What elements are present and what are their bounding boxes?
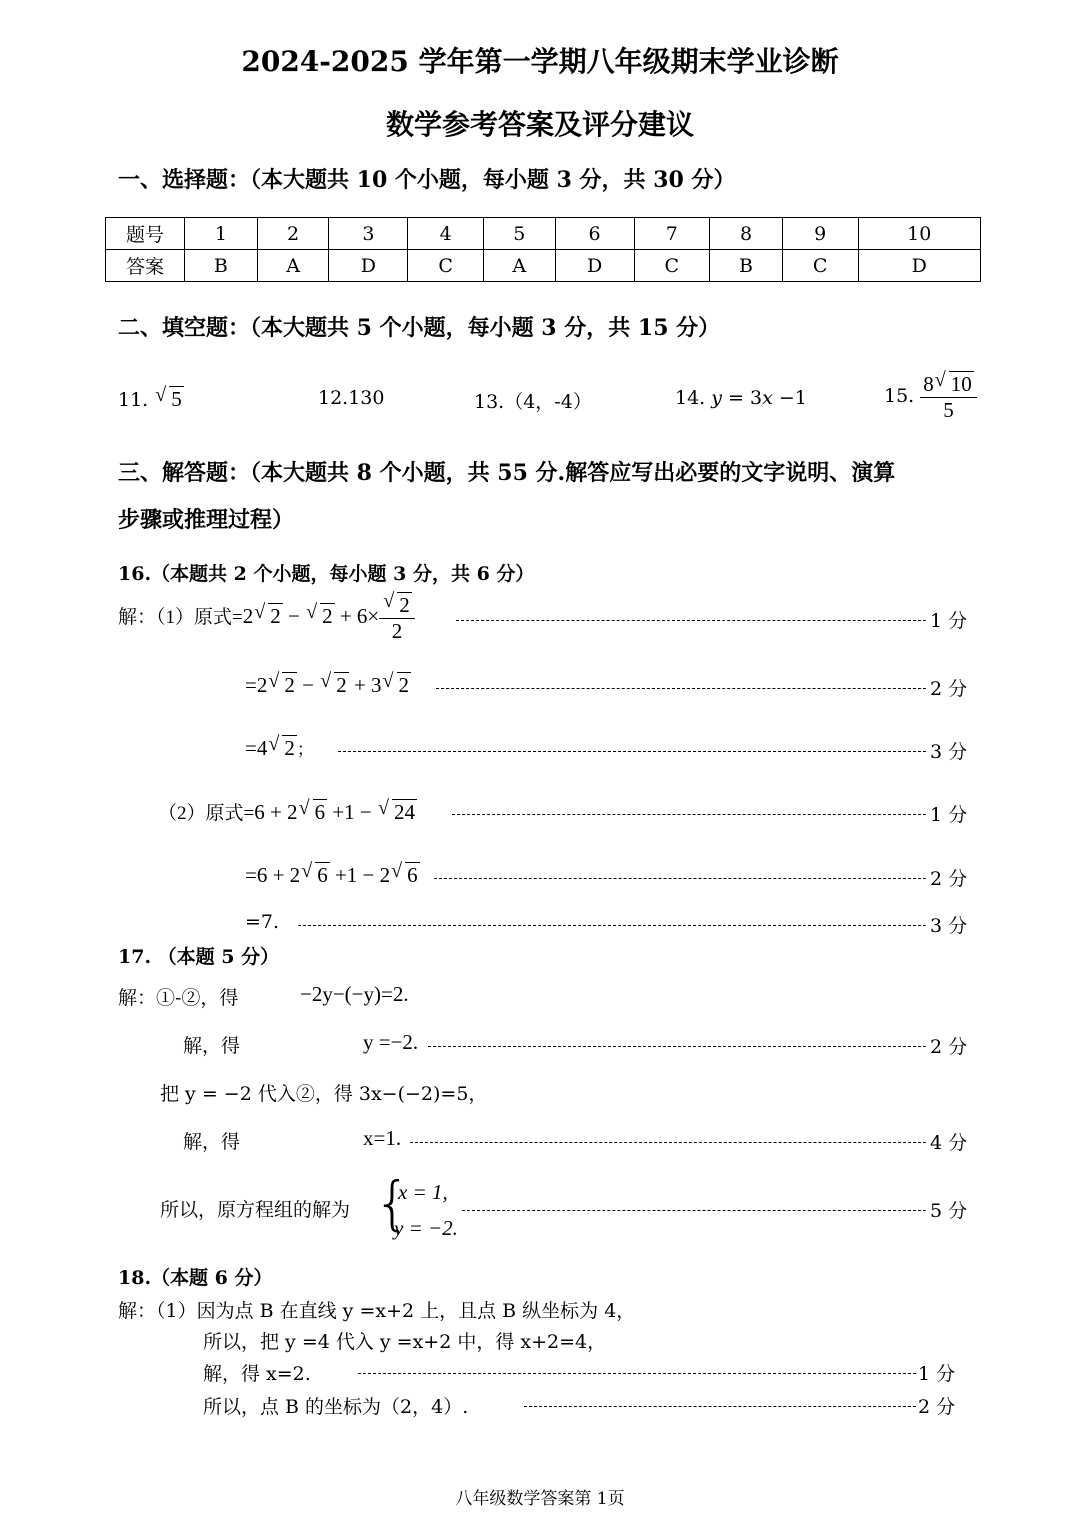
q16-p2-line1	[158, 798, 417, 825]
score-label: 4 分	[930, 1132, 968, 1154]
table-cell: 8	[710, 218, 783, 250]
radicand: 2	[322, 603, 333, 628]
q16-p2-line3: =7.	[245, 911, 280, 933]
q17-line4: 解，得	[183, 1131, 241, 1153]
dash-leader	[524, 1406, 916, 1407]
radicand: 10	[950, 372, 972, 396]
var-y: y	[711, 387, 722, 409]
answer-15	[884, 371, 977, 423]
title-line-1: 2024-2025 学年第一学期八年级期末学业诊断	[241, 45, 839, 78]
op: −	[282, 603, 306, 628]
fraction	[920, 371, 977, 423]
table-cell: C	[408, 250, 484, 282]
section-3-heading-1: 三、解答题：（本大题共 8 个小题，共 55 分.解答应写出必要的文字说明、演算	[118, 460, 896, 486]
row-label-answer: 答案	[106, 250, 185, 282]
fraction-denominator: 5	[943, 398, 954, 422]
radicand: 6	[407, 863, 418, 887]
score-label: 5 分	[930, 1200, 968, 1222]
fraction-denominator: 2	[391, 619, 403, 643]
punct: ；	[296, 740, 314, 759]
fraction	[379, 592, 415, 644]
prefix: 解：（1）原式=	[118, 606, 243, 628]
table-cell: 6	[555, 218, 634, 250]
op: +1 − 2	[329, 863, 391, 887]
table-cell: 9	[782, 218, 858, 250]
dash-leader	[410, 1142, 926, 1143]
table-cell: A	[257, 250, 329, 282]
sqrt-symbol	[378, 799, 417, 825]
section-2-heading: 二、填空题：（本大题共 5 个小题，每小题 3 分，共 15 分）	[118, 315, 721, 341]
fraction-numerator	[379, 592, 415, 619]
sqrt-symbol	[383, 672, 412, 698]
score-label: 3 分	[930, 741, 968, 763]
table-cell: D	[858, 250, 981, 282]
q16-p1-line2	[245, 672, 411, 698]
q17-line1: 解：①-②，得	[118, 987, 239, 1009]
sqrt-symbol	[268, 672, 297, 698]
q18-line3: 解，得 x=2.	[203, 1363, 311, 1385]
answer-13: 13.（4，-4）	[474, 391, 592, 413]
table-cell: B	[710, 250, 783, 282]
q16-p2-line2	[245, 862, 420, 888]
score-label: 1 分	[918, 1363, 956, 1385]
score-label: 2 分	[930, 678, 968, 700]
sqrt-symbol	[306, 603, 335, 629]
expr-part: −1	[772, 387, 807, 409]
table-cell: 1	[185, 218, 258, 250]
table-cell: 7	[634, 218, 710, 250]
dash-leader	[456, 620, 926, 621]
coef: 8	[923, 372, 934, 396]
prefix: （2）原式=	[158, 803, 255, 824]
system-eq-2: y = −2.	[394, 1216, 458, 1240]
q18-line4: 所以，点 B 的坐标为（2，4）.	[203, 1396, 469, 1418]
q17-line5: 所以，原方程组的解为	[160, 1199, 351, 1221]
answer-14-label: 14.	[675, 387, 706, 409]
table-cell: D	[555, 250, 634, 282]
left-brace-icon: {	[374, 1169, 411, 1237]
sqrt-symbol	[299, 799, 328, 825]
radicand: 6	[317, 863, 328, 887]
page-footer: 八年级数学答案第 1页	[455, 1489, 625, 1509]
sqrt-symbol	[301, 862, 330, 888]
table-row-questions	[106, 218, 981, 250]
coef: =2	[245, 673, 268, 697]
fraction-numerator	[920, 371, 977, 398]
coef: 2	[242, 603, 254, 628]
answer-15-label: 15.	[884, 385, 915, 407]
q17-line4-expr: x=1.	[363, 1126, 402, 1150]
dash-leader	[436, 688, 926, 689]
sqrt-symbol	[254, 603, 283, 629]
q16-p1-line3	[245, 735, 314, 761]
radicand: 2	[284, 736, 295, 760]
table-cell: 2	[257, 218, 329, 250]
section-1-heading: 一、选择题：（本大题共 10 个小题，每小题 3 分，共 30 分）	[118, 167, 736, 193]
dash-leader	[358, 1373, 916, 1374]
table-cell: 10	[858, 218, 981, 250]
answer-11	[118, 386, 184, 412]
sqrt-symbol	[320, 672, 349, 698]
op: + 6×	[334, 603, 380, 628]
radicand: 6	[314, 800, 326, 824]
dash-leader	[452, 814, 926, 815]
q18-line2: 所以，把 y =4 代入 y =x+2 中，得 x+2=4，	[203, 1331, 607, 1353]
dash-leader	[338, 751, 926, 752]
op: +1 −	[327, 800, 377, 824]
radicand: 2	[284, 673, 295, 697]
table-cell: 4	[408, 218, 484, 250]
q17-line3: 把 y = −2 代入②，得 3x−(−2)=5，	[160, 1083, 488, 1105]
sqrt-symbol	[391, 862, 420, 888]
row-label-question: 题号	[106, 218, 185, 250]
coef: 6 + 2	[254, 800, 298, 824]
title-line-2: 数学参考答案及评分建议	[385, 108, 694, 141]
answer-11-label: 11.	[118, 389, 149, 411]
dash-leader	[462, 1210, 926, 1211]
section-3-heading-2: 步骤或推理过程）	[118, 507, 295, 533]
op: + 3	[348, 673, 382, 697]
radicand: 2	[336, 673, 347, 697]
radicand: 24	[394, 800, 415, 824]
q17-line2-expr: y =−2.	[363, 1030, 419, 1054]
score-label: 2 分	[930, 868, 968, 890]
sqrt-symbol	[155, 386, 184, 412]
score-label: 3 分	[930, 915, 968, 937]
op: −	[296, 673, 320, 697]
table-row-answers	[106, 250, 981, 282]
dash-leader	[434, 878, 926, 879]
table-cell: A	[483, 250, 555, 282]
system-eq-1: x = 1,	[398, 1180, 448, 1204]
score-label: 1 分	[930, 804, 968, 826]
dash-leader	[428, 1046, 926, 1047]
sqrt-symbol	[935, 371, 974, 397]
var-x: x	[762, 387, 773, 409]
coef: =6 + 2	[245, 863, 301, 887]
q16-p1-line1	[118, 592, 415, 644]
table-cell: 5	[483, 218, 555, 250]
answer-12: 12.130	[318, 387, 385, 409]
table-cell: C	[782, 250, 858, 282]
table-cell: B	[185, 250, 258, 282]
q17-line1-expr: −2y−(−y)=2.	[300, 982, 409, 1006]
radicand: 2	[270, 603, 281, 628]
sqrt-symbol	[268, 735, 297, 761]
radicand: 2	[398, 673, 410, 697]
radicand: 2	[399, 593, 410, 617]
answer-table	[105, 217, 981, 282]
table-cell: 3	[329, 218, 408, 250]
score-label: 1 分	[930, 610, 968, 632]
dash-leader	[298, 925, 926, 926]
radicand: 5	[171, 387, 182, 411]
score-label: 2 分	[930, 1036, 968, 1058]
answer-14	[675, 387, 807, 409]
coef: =4	[245, 736, 268, 760]
q17-heading: 17. （本题 5 分）	[118, 946, 280, 968]
q18-line1: 解：（1）因为点 B 在直线 y =x+2 上，且点 B 纵坐标为 4，	[118, 1300, 636, 1322]
sqrt-symbol	[383, 592, 412, 618]
q16-heading: 16.（本题共 2 个小题，每小题 3 分，共 6 分）	[118, 563, 535, 585]
table-cell: C	[634, 250, 710, 282]
q18-heading: 18.（本题 6 分）	[118, 1267, 273, 1289]
table-cell: D	[329, 250, 408, 282]
expr-part: = 3	[722, 387, 763, 409]
score-label: 2 分	[918, 1396, 956, 1418]
q17-line2: 解，得	[183, 1035, 241, 1057]
